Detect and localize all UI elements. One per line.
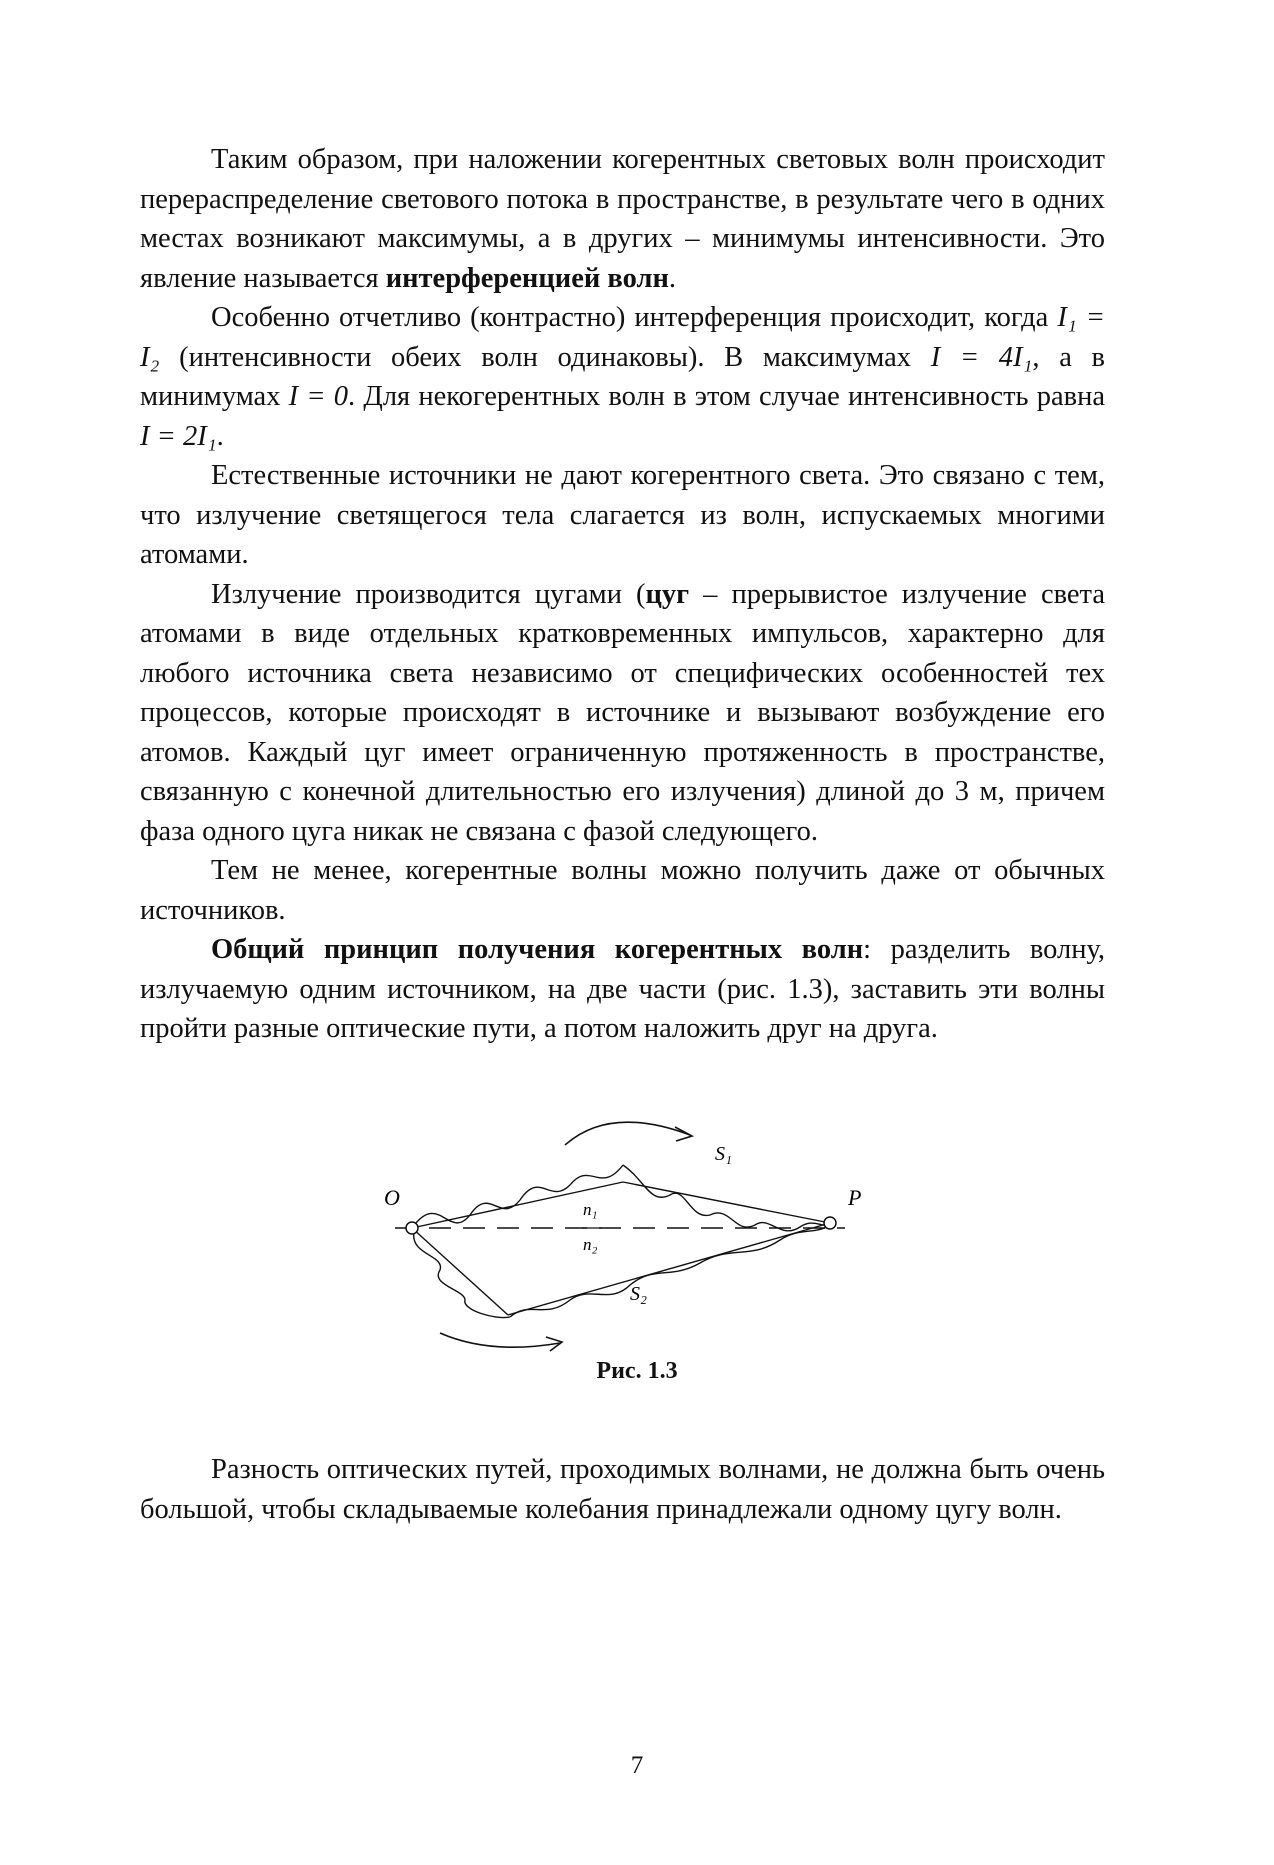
label-s1: S₁ [715, 1143, 732, 1165]
p2-equation-1: I₁ = I₂ [140, 302, 1105, 373]
point-p [824, 1217, 836, 1229]
body-text [140, 140, 1105, 1049]
page-number: 7 [630, 1752, 644, 1779]
p2-text-b: (интенсивности обеих волн одинаковы). В максимумах [159, 341, 931, 373]
paragraph-7: Разность оптических путей, проходимых волнами, не должна быть очень большой, чтобы складываемые колебания принадлежали одному цугу волн. [140, 1454, 1105, 1525]
label-n2: n₂ [583, 1235, 598, 1254]
paragraph-5: Тем не менее, когерентные волны можно получить даже от обычных источников. [140, 855, 1105, 926]
figure-caption: Рис. 1.3 [596, 1358, 678, 1384]
p2-equation-2: I = 4I₁ [930, 341, 1033, 373]
p1-bold-term: интерференцией волн [385, 262, 669, 294]
wave-s2-right [510, 1225, 830, 1317]
p2-equation-4: I = 2I₁ [140, 420, 217, 452]
p1-end: . [668, 262, 676, 294]
label-p: P [848, 1185, 862, 1210]
p4-bold-term: цуг [645, 578, 690, 610]
top-arrowhead [675, 1127, 692, 1141]
label-s2: S₂ [630, 1283, 647, 1305]
paragraph-1 [140, 140, 1105, 298]
label-o: O [384, 1185, 400, 1210]
p1-text: Таким образом, при наложении когерентных световых волн происходит перераспределение светового потока в пространстве, в результате чего в одних местах возникают максимумы, а в других – минимумы интенсивности. Это явление называется [140, 144, 1105, 294]
top-arc-arrow [565, 1122, 690, 1145]
paragraph-6 [140, 930, 1105, 1049]
path-bottom-p-line [508, 1223, 830, 1315]
path-top-p-line [623, 1182, 830, 1223]
label-n1: n₁ [583, 1200, 598, 1219]
wave-s2-left [414, 1232, 510, 1318]
p2-text-d: . Для некогерентных волн в этом случае интенсивность равна [348, 381, 1105, 412]
p2-text-e: . [216, 420, 224, 452]
p2-equation-3: I = 0 [288, 381, 349, 412]
closing-text [140, 1450, 1105, 1529]
p6-bold-term: Общий принцип получения когерентных волн [211, 934, 864, 965]
p4-text-b: – прерывистое излучение света атомами в виде отдельных кратковременных импульсов, характерно для любого источника света независимо от специфических особенностей тех процессов, которые происходят в источнике и вызывают возбуждение его атомов. Каждый цуг имеет ограниченную протяженность в пространстве, связанную с конечной длительностью его излучения) длиной до 3 м, причем фаза одного цуга никак не связана с фазой следующего. [140, 578, 1105, 847]
p6-text: : разделить волну, излучаемую одним источником, на две части (рис. 1.3), заставить эти волны пройти разные оптические пути, а потом наложить друг на друга. [140, 934, 1105, 1044]
point-o [406, 1222, 418, 1234]
wave-s1-right [623, 1165, 832, 1231]
bottom-arc-arrow [440, 1333, 560, 1347]
p2-text-a: Особенно отчетливо (контрастно) интерференция происходит, когда [211, 302, 1058, 333]
figure-1-3 [370, 1105, 870, 1355]
p2-text-c: , а в минимумах [140, 341, 1106, 412]
path-o-bottom-line [412, 1228, 508, 1315]
p4-text-a: Излучение производится цугами ( [211, 578, 646, 610]
paragraph-3: Естественные источники не дают когерентного света. Это связано с тем, что излучение светящегося тела слагается из волн, испускаемых многими атомами. [140, 460, 1105, 570]
paragraph-2 [140, 298, 1105, 456]
paragraph-4 [140, 575, 1105, 852]
